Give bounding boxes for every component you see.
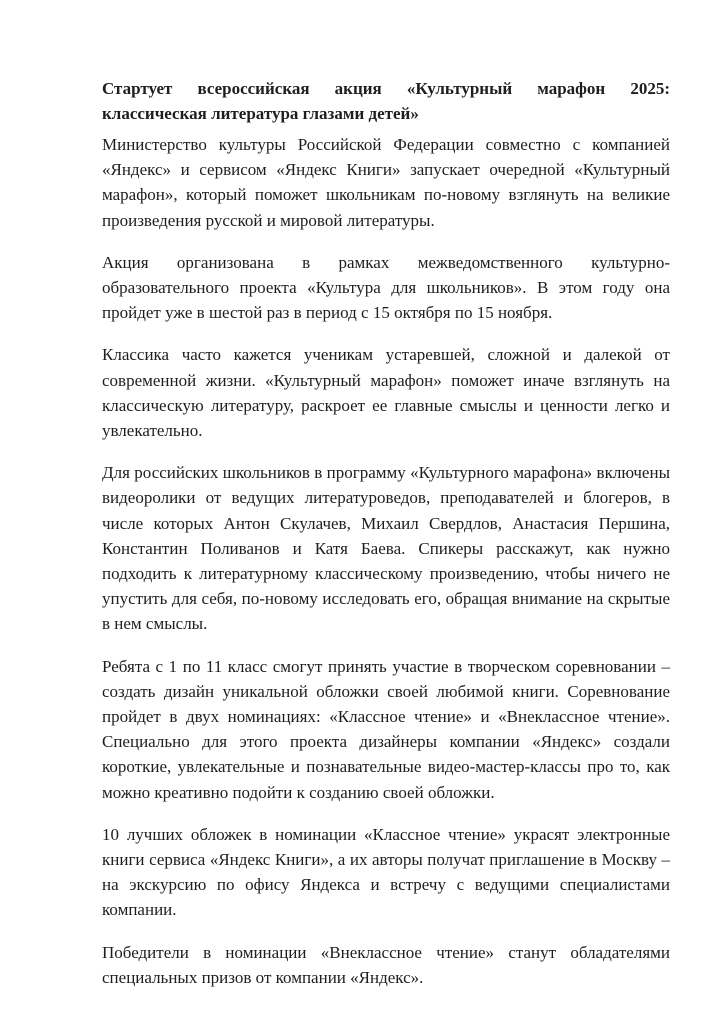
- paragraph: Классика часто кажется ученикам устаревшей, сложной и далекой от современной жизни. «Культурный марафон» поможет иначе взглянуть на классическую литературу, раскроет ее главные смыслы и ценности легко и увлекательно.: [102, 345, 670, 441]
- document-content: [102, 76, 670, 1007]
- paragraph: 10 лучших обложек в номинации «Классное чтение» украсят электронные книги сервиса «Яндекс Книги», а их авторы получат приглашение в Москву – на экскурсию по офису Яндекса и встречу с ведущими специалистами компании.: [102, 824, 670, 920]
- paragraph: Акция организована в рамках межведомственного культурно-образовательного проекта «Культура для школьников». В этом году она пройдет уже в шестой раз в период с 15 октября по 15 ноября.: [102, 252, 670, 323]
- paragraph: Победители в номинации «Внеклассное чтение» станут обладателями специальных призов от компании «Яндекс».: [102, 942, 670, 987]
- paragraph: Для российских школьников в программу «Культурного марафона» включены видеоролики от ведущих литературоведов, преподавателей и блогеров, в числе которых Антон Скулачев, Михаил Свердлов, Анастасия Першина, Константин Поливанов и Катя Баева. Спикеры расскажут, как нужно подходить к литературному классическому произведению, чтобы ничего не упустить для себя, по-новому исследовать его, обращая внимание на скрытые в нем смыслы.: [102, 463, 670, 634]
- paragraph: Министерство культуры Российской Федерации совместно с компанией «Яндекс» и сервисом «Яндекс Книги» запускает очередной «Культурный марафон», который поможет школьникам по-новому взглянуть на великие произведения русской и мировой литературы.: [102, 135, 670, 230]
- paragraph: Ребята с 1 по 11 класс смогут принять участие в творческом соревновании – создать дизайн уникальной обложки своей любимой книги. Соревнование пройдет в двух номинациях: «Классное чтение» и «Внеклассное чтение». Специально для этого проекта дизайнеры компании «Яндекс» создали короткие, увлекательные и познавательные видео-мастер-классы про то, как можно креативно подойти к созданию своей обложки.: [102, 656, 670, 802]
- document-title: Стартует всероссийская акция «Культурный марафон 2025: классическая литература глазами детей»: [102, 79, 670, 123]
